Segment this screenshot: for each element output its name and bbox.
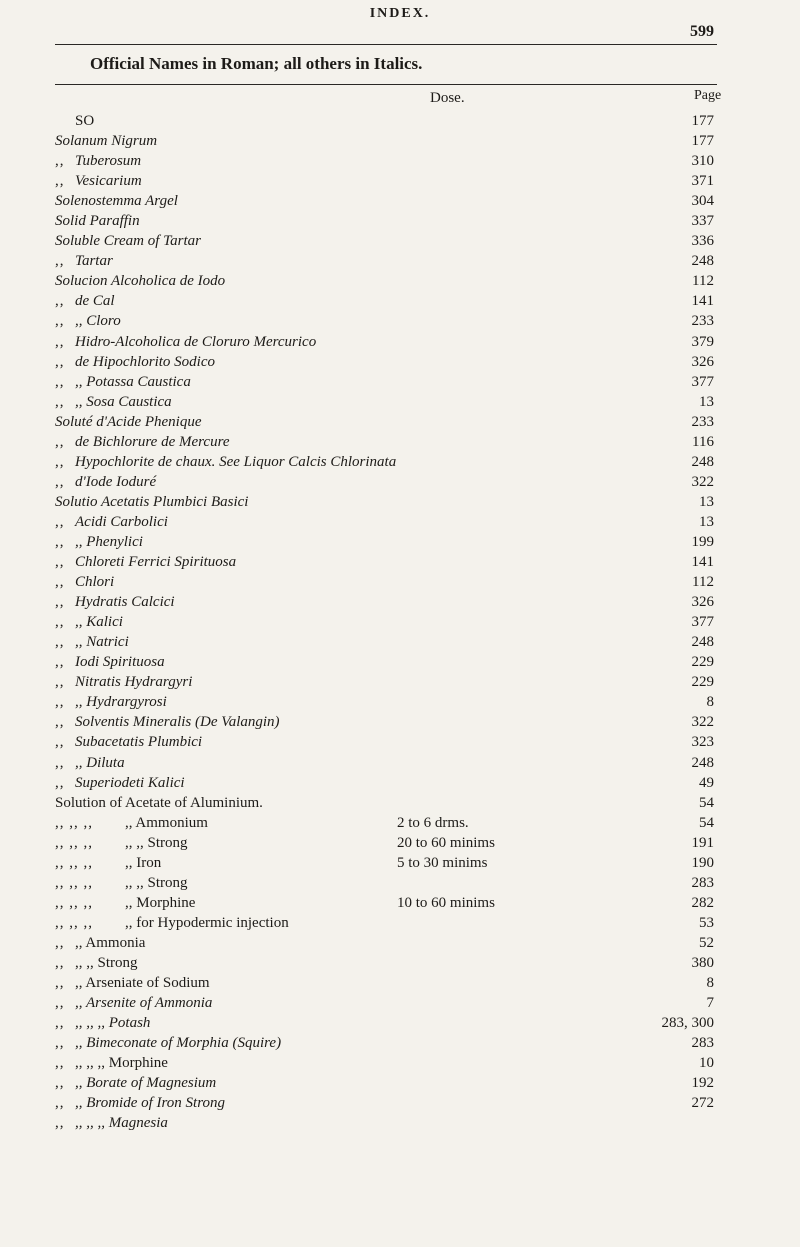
entry-name: ,, Borate of Magnesium: [75, 1075, 217, 1092]
entry-page-number: 322: [691, 714, 714, 731]
entry-name: ,, ,, ,, Magnesia: [75, 1115, 168, 1132]
ditto-marks: ,,: [55, 954, 65, 971]
page-number: 599: [690, 23, 714, 40]
entry-name: SO: [75, 113, 95, 129]
entry-page-number: 304: [691, 193, 714, 210]
index-entry: [0, 231, 800, 251]
entry-page-number: 192: [691, 1075, 714, 1092]
index-entry: [0, 191, 800, 211]
entry-name: ,, Ammonium: [125, 814, 208, 831]
entry-page-number: 112: [692, 574, 714, 591]
entry-page-number: 141: [691, 293, 714, 310]
index-entry: [0, 171, 800, 191]
page-column-heading: Page: [694, 88, 722, 103]
index-entry: [0, 1013, 800, 1033]
ditto-marks: ,,: [55, 433, 65, 450]
index-entry: [0, 833, 800, 853]
ditto-marks: ,,: [55, 734, 65, 751]
entry-page-number: 283: [691, 1035, 714, 1052]
entry-page-number: 112: [692, 273, 714, 290]
ditto-marks: ,,: [55, 393, 65, 410]
ditto-marks: ,,: [55, 554, 65, 571]
entry-name: Soluble Cream of Tartar: [55, 233, 201, 250]
index-entry: [0, 472, 800, 492]
entry-page-number: 322: [691, 473, 714, 490]
entry-name: ,, Arsenite of Ammonia: [75, 995, 213, 1012]
ditto-marks: ,,: [55, 975, 65, 992]
ditto-marks: ,,: [55, 1115, 65, 1132]
index-entry: [0, 913, 800, 933]
ditto-marks: ,,: [55, 353, 65, 370]
entry-name: ,, Bimeconate of Morphia (Squire): [75, 1035, 282, 1052]
entry-name: ,, ,, ,, Morphine: [75, 1055, 168, 1072]
ditto-marks: ,,: [55, 313, 65, 330]
entry-page-number: 337: [691, 213, 714, 230]
entry-name: Solid Paraffin: [55, 213, 140, 230]
entry-page-number: 13: [699, 493, 714, 510]
ditto-marks: ,,: [55, 173, 65, 190]
ditto-marks: ,, ,, ,,: [55, 874, 93, 891]
ditto-marks: ,,: [55, 453, 65, 470]
entry-name: Hidro-Alcoholica de Cloruro Mercurico: [75, 333, 317, 350]
entry-page-number: 379: [691, 333, 714, 350]
index-entry: [0, 492, 800, 512]
entry-page-number: 199: [691, 533, 714, 550]
entry-page-number: 233: [691, 413, 714, 430]
entry-page-number: 177: [691, 113, 714, 129]
index-entry: [0, 712, 800, 732]
top-rule: [55, 44, 717, 45]
entry-name: ,, Hydrargyrosi: [75, 694, 167, 711]
ditto-marks: ,,: [55, 1075, 65, 1092]
entry-page-number: 141: [691, 554, 714, 571]
entry-name: de Hipochlorito Sodico: [75, 353, 215, 370]
index-entry: [0, 372, 800, 392]
entry-page-number: 336: [691, 233, 714, 250]
entry-page-number: 229: [691, 654, 714, 671]
index-entry: [0, 793, 800, 813]
ditto-marks: ,, ,, ,,: [55, 894, 93, 911]
entry-page-number: 310: [691, 153, 714, 170]
index-entry: [0, 692, 800, 712]
index-entry: [0, 592, 800, 612]
index-entry: [0, 211, 800, 231]
index-subtitle: Official Names in Roman; all others in Italics.: [90, 54, 423, 73]
entry-page-number: 248: [691, 253, 714, 270]
entry-page-number: 177: [691, 133, 714, 150]
entry-page-number: 53: [699, 914, 714, 931]
ditto-marks: ,,: [55, 995, 65, 1012]
ditto-marks: ,,: [55, 934, 65, 951]
entry-page-number: 13: [699, 513, 714, 530]
entry-name: ,, Iron: [125, 854, 162, 871]
entry-name: ,, Arseniate of Sodium: [75, 975, 210, 992]
ditto-marks: ,,: [55, 473, 65, 490]
index-entry: [0, 893, 800, 913]
entry-name: de Bichlorure de Mercure: [75, 433, 230, 450]
entry-name: Tartar: [75, 253, 113, 270]
index-entry: [0, 332, 800, 352]
entry-name: Subacetatis Plumbici: [75, 734, 203, 751]
entry-page-number: 54: [699, 814, 714, 831]
entry-name: Solutio Acetatis Plumbici Basici: [55, 493, 249, 510]
index-entry: [0, 311, 800, 331]
entry-name: Chlori: [75, 574, 115, 591]
ditto-marks: ,,: [55, 754, 65, 771]
ditto-marks: ,, ,, ,,: [55, 814, 93, 831]
index-entry: [0, 1073, 800, 1093]
index-entry: [0, 873, 800, 893]
ditto-marks: ,, ,, ,,: [55, 854, 93, 871]
entry-name: Iodi Spirituosa: [75, 654, 165, 671]
entry-name: Solenostemma Argel: [55, 193, 178, 210]
index-entry: [0, 672, 800, 692]
entry-name: ,, Bromide of Iron Strong: [75, 1095, 225, 1112]
entry-page-number: 371: [691, 173, 714, 190]
entry-page-number: 248: [691, 453, 714, 470]
entry-page-number: 272: [691, 1095, 714, 1112]
entry-name: ,, Cloro: [75, 313, 121, 330]
entry-name: Hydratis Calcici: [75, 594, 175, 611]
entry-page-number: 326: [691, 594, 714, 611]
ditto-marks: ,,: [55, 333, 65, 350]
index-entry: [0, 993, 800, 1013]
entry-page-number: 323: [691, 734, 714, 751]
index-entry: [0, 632, 800, 652]
index-entry: [0, 352, 800, 372]
entry-name: Soluté d'Acide Phenique: [55, 413, 202, 430]
index-entry: [0, 131, 800, 151]
entry-name: ,, Morphine: [125, 894, 196, 911]
ditto-marks: ,,: [55, 594, 65, 611]
entry-dose: 10 to 60 minims: [397, 894, 495, 911]
entry-name: ,, Ammonia: [75, 934, 146, 951]
index-entry: [0, 552, 800, 572]
index-entry: [0, 572, 800, 592]
entry-name: Acidi Carbolici: [75, 513, 168, 530]
entry-name: Solution of Acetate of Aluminium.: [55, 794, 263, 811]
index-entry: [0, 773, 800, 793]
index-entry: [0, 452, 800, 472]
entry-name: Tuberosum: [75, 153, 142, 170]
ditto-marks: ,,: [55, 1035, 65, 1052]
index-entry: [0, 1033, 800, 1053]
entry-page-number: 282: [691, 894, 714, 911]
index-entry: [0, 973, 800, 993]
entry-page-number: 380: [691, 954, 714, 971]
entry-page-number: 326: [691, 353, 714, 370]
entry-dose: 5 to 30 minims: [397, 854, 488, 871]
index-entry: [0, 291, 800, 311]
entry-page-number: 190: [691, 854, 714, 871]
entry-page-number: 8: [706, 694, 714, 711]
index-entry: [0, 612, 800, 632]
index-entry: [0, 432, 800, 452]
ditto-marks: ,,: [55, 533, 65, 550]
index-entry: [0, 271, 800, 291]
subtitle-rule: [55, 84, 717, 85]
entry-dose: 2 to 6 drms.: [397, 814, 469, 831]
index-entry: [0, 111, 800, 131]
index-entry: [0, 1113, 800, 1133]
entry-page-number: 8: [706, 975, 714, 992]
ditto-marks: ,,: [55, 1095, 65, 1112]
entry-name: ,, Kalici: [75, 614, 123, 631]
entry-page-number: 248: [691, 754, 714, 771]
ditto-marks: ,,: [55, 293, 65, 310]
index-entry: [0, 853, 800, 873]
ditto-marks: ,,: [55, 674, 65, 691]
ditto-marks: ,,: [55, 1015, 65, 1032]
index-entry: [0, 813, 800, 833]
entry-page-number: 191: [691, 834, 714, 851]
entry-name: Solucion Alcoholica de Iodo: [55, 273, 226, 290]
index-entry: [0, 732, 800, 752]
entry-name: Chloreti Ferrici Spirituosa: [75, 554, 237, 571]
index-entry: [0, 392, 800, 412]
entry-name: Superiodeti Kalici: [75, 774, 185, 791]
entry-dose: 20 to 60 minims: [397, 834, 495, 851]
entry-name: ,, Diluta: [75, 754, 125, 771]
ditto-marks: ,,: [55, 654, 65, 671]
index-entry: [0, 1093, 800, 1113]
index-entry: [0, 753, 800, 773]
entry-name: ,, for Hypodermic injection: [125, 914, 289, 931]
dose-column-heading: Dose.: [430, 90, 465, 106]
entry-name: Solanum Nigrum: [55, 133, 158, 150]
entry-name: ,, Natrici: [75, 634, 129, 651]
index-entry: [0, 532, 800, 552]
index-entry: [0, 412, 800, 432]
ditto-marks: ,,: [55, 694, 65, 711]
index-entry: [0, 933, 800, 953]
index-entry: [0, 953, 800, 973]
ditto-marks: ,,: [55, 253, 65, 270]
entry-name: d'Iode Ioduré: [75, 473, 157, 490]
index-entry: [0, 251, 800, 271]
entry-page-number: 49: [699, 774, 714, 791]
entry-page-number: 54: [699, 794, 714, 811]
entry-page-number: 7: [706, 995, 714, 1012]
entry-page-number: 283: [691, 874, 714, 891]
ditto-marks: ,,: [55, 614, 65, 631]
entry-name: Hypochlorite de chaux. See Liquor Calcis Chlorinata: [75, 453, 397, 470]
entry-name: Solventis Mineralis (De Valangin): [75, 714, 280, 731]
running-head: INDEX.: [369, 6, 431, 21]
index-entries: [0, 111, 800, 1133]
entry-name: Vesicarium: [75, 173, 142, 190]
ditto-marks: ,, ,, ,,: [55, 914, 93, 931]
ditto-marks: ,,: [55, 574, 65, 591]
ditto-marks: ,,: [55, 153, 65, 170]
index-entry: [0, 652, 800, 672]
entry-page-number: 116: [692, 433, 714, 450]
entry-name: ,, ,, Strong: [125, 874, 188, 891]
ditto-marks: ,,: [55, 634, 65, 651]
index-entry: [0, 1053, 800, 1073]
entry-page-number: 10: [699, 1055, 714, 1072]
ditto-marks: ,, ,, ,,: [55, 834, 93, 851]
entry-name: Nitratis Hydrargyri: [75, 674, 193, 691]
ditto-marks: ,,: [55, 513, 65, 530]
entry-page-number: 377: [691, 614, 714, 631]
entry-name: ,, ,, ,, Potash: [75, 1015, 151, 1032]
entry-name: ,, Potassa Caustica: [75, 373, 191, 390]
ditto-marks: ,,: [55, 774, 65, 791]
entry-page-number: 13: [699, 393, 714, 410]
ditto-marks: ,,: [55, 1055, 65, 1072]
entry-page-number: 52: [699, 934, 714, 951]
entry-page-number: 248: [691, 634, 714, 651]
entry-page-number: 377: [691, 373, 714, 390]
entry-name: de Cal: [75, 293, 115, 310]
entry-name: ,, ,, Strong: [75, 954, 138, 971]
entry-page-number: 233: [691, 313, 714, 330]
entry-page-number: 229: [691, 674, 714, 691]
ditto-marks: ,,: [55, 373, 65, 390]
entry-name: ,, Sosa Caustica: [75, 393, 172, 410]
entry-name: ,, Phenylici: [75, 533, 143, 550]
index-entry: [0, 512, 800, 532]
entry-page-number: 283, 300: [661, 1015, 714, 1032]
index-entry: [0, 151, 800, 171]
entry-name: ,, ,, Strong: [125, 834, 188, 851]
ditto-marks: ,,: [55, 714, 65, 731]
